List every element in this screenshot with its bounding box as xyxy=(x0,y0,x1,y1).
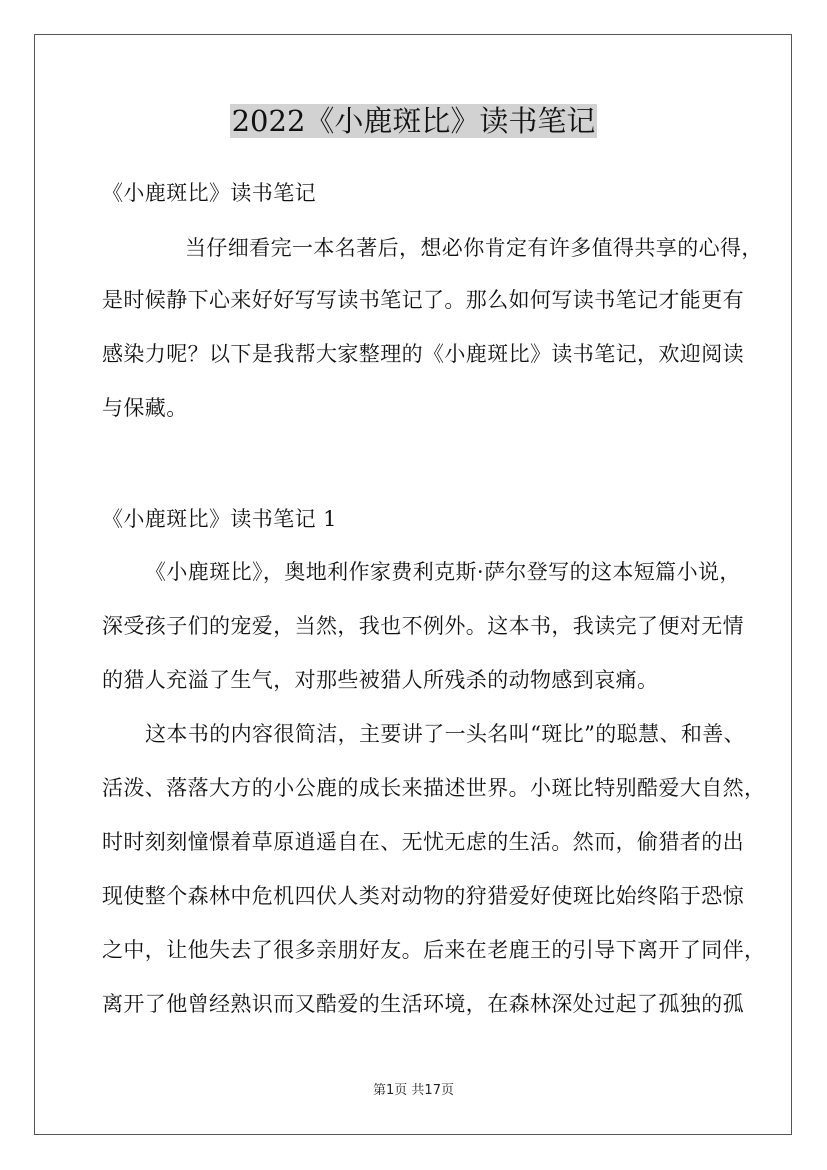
document-title-text: 2022《小鹿斑比》读书笔记 xyxy=(231,104,596,138)
page-footer: 第1页 共17页 xyxy=(373,1083,454,1098)
intro-line: 与保藏。 xyxy=(102,396,188,420)
section-heading: 《小鹿斑比》读书笔记 1 xyxy=(102,507,337,531)
body-line: 《小鹿斑比》，奥地利作家费利克斯·萨尔登写的这本短篇小说， xyxy=(145,560,741,584)
body-line: 离开了他曾经熟识而又酷爱的生活环境，在森林深处过起了孤独的孤 xyxy=(102,992,744,1016)
body-line: 现使整个森林中危机四伏人类对动物的狩猎爱好使斑比始终陷于恐惊 xyxy=(102,884,744,908)
body-line: 这本书的内容很简洁，主要讲了一头名叫“斑比”的聪慧、和善、 xyxy=(145,722,746,746)
body-line: 深受孩子们的宠爱，当然，我也不例外。这本书，我读完了便对无情 xyxy=(102,614,744,638)
subtitle: 《小鹿斑比》读书笔记 xyxy=(102,181,316,205)
body-line: 的猎人充溢了生气，对那些被猎人所残杀的动物感到哀痛。 xyxy=(102,668,659,692)
body-line: 时时刻刻憧憬着草原逍遥自在、无忧无虑的生活。然而，偷猎者的出 xyxy=(102,830,744,854)
intro-line: 当仔细看完一本名著后，想必你肯定有许多值得共享的心得， xyxy=(185,236,763,260)
body-line: 活泼、落落大方的小公鹿的成长来描述世界。小斑比特别酷爱大自然， xyxy=(102,776,766,800)
intro-line: 感染力呢？以下是我帮大家整理的《小鹿斑比》读书笔记，欢迎阅读 xyxy=(102,342,744,366)
body-line: 之中，让他失去了很多亲朋好友。后来在老鹿王的引导下离开了同伴， xyxy=(102,938,766,962)
document-title xyxy=(0,100,827,142)
intro-line: 是时候静下心来好好写写读书笔记了。那么如何写读书笔记才能更有 xyxy=(102,288,744,312)
